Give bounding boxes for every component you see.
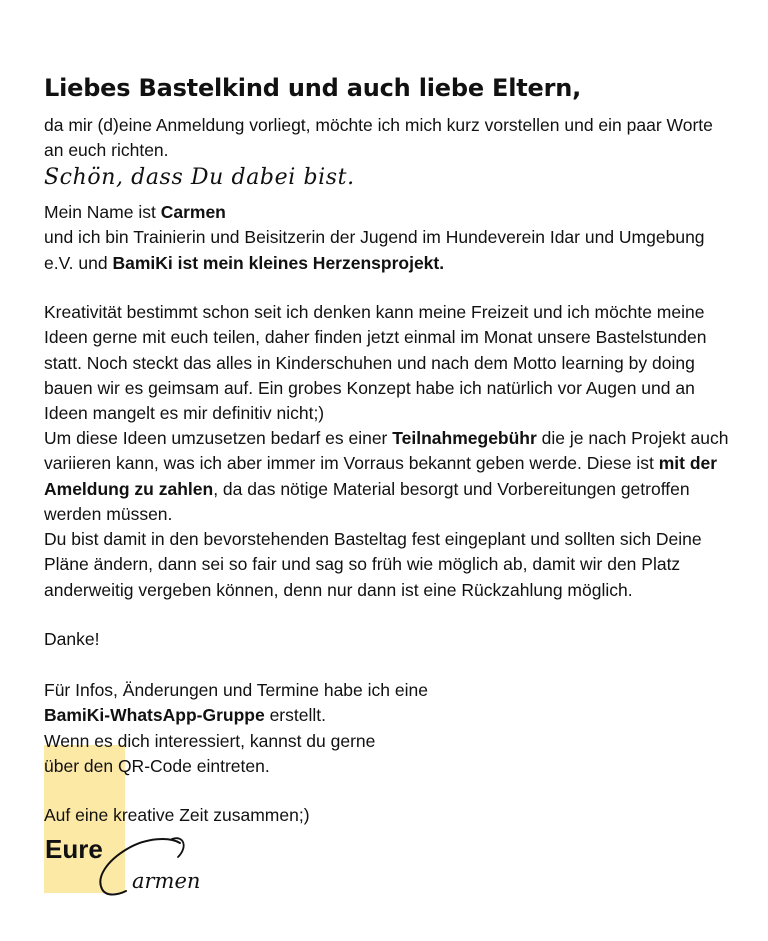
- thanks-text: Danke!: [44, 629, 100, 649]
- sign-off: Eure: [45, 834, 103, 864]
- creativity-paragraph: Kreativität bestimmt schon seit ich denken kann meine Freizeit und ich möchte meine Ideen gerne mit euch teilen, daher finden jetzt einmal im Monat unsere Bastelstunden statt. Noch steckt das alles in Kinderschuhen und nach dem Motto learning by doing bauen wir es geimsam auf. Ein grobes Konzept habe ich natürlich vor Augen und an Ideen mangelt es mir definitiv nicht;): [44, 302, 707, 424]
- author-name: Carmen: [160, 202, 226, 222]
- letter-heading: Liebes Bastelkind und auch liebe Eltern,: [44, 74, 582, 102]
- closing-text: Auf eine kreative Zeit zusammen;): [44, 805, 310, 825]
- whatsapp-group-name: BamiKi-WhatsApp-Gruppe: [44, 705, 265, 726]
- info-text-1: Für Infos, Änderungen und Termine habe ich eine: [44, 680, 428, 700]
- project-text: BamiKi ist mein kleines Herzensprojekt.: [112, 252, 445, 273]
- introduction-paragraph: [44, 200, 734, 276]
- fee-text-1: Um diese Ideen umzusetzen bedarf es einer: [44, 428, 393, 448]
- info-text-3: Wenn es dich interessiert, kannst du gerne: [44, 730, 376, 751]
- signature-name: armen: [132, 869, 201, 893]
- fee-text-2: die je nach Projekt auch variieren kann, was ich aber immer im Vorraus bekannt geben werde. Diese ist: [44, 428, 729, 474]
- fee-bold-2: mit der Ameldung zu zahlen: [44, 453, 718, 499]
- info-text-2: erstellt.: [264, 705, 326, 726]
- fee-text-3: , da das nötige Material besorgt und Vorbereitungen getroffen werden müssen.: [44, 478, 690, 524]
- name-prefix: Mein Name ist: [44, 202, 161, 222]
- info-text-4: über den QR-Code eintreten.: [44, 755, 270, 776]
- info-paragraph: [44, 678, 428, 779]
- intro-paragraph: da mir (d)eine Anmeldung vorliegt, möchte ich mich kurz vorstellen und ein paar Worte an euch richten.: [44, 115, 713, 161]
- fee-bold: Teilnahmegebühr: [392, 428, 537, 448]
- cancellation-paragraph: Du bist damit in den bevorstehenden Basteltag fest eingeplant und sollten sich Deine Pläne ändern, dann sei so fair und sag so früh wie möglich ab, damit wir den Platz anderweitig vergeben können, denn nur dann ist eine Rückzahlung möglich.: [44, 529, 702, 600]
- welcome-script-line: Schön, dass Du dabei bist.: [44, 165, 355, 190]
- role-text: und ich bin Trainierin und Beisitzerin der Jugend im Hundeverein Idar und Umgebung e.V. und: [44, 227, 705, 273]
- fee-paragraph: [44, 426, 734, 527]
- signature: [92, 833, 242, 903]
